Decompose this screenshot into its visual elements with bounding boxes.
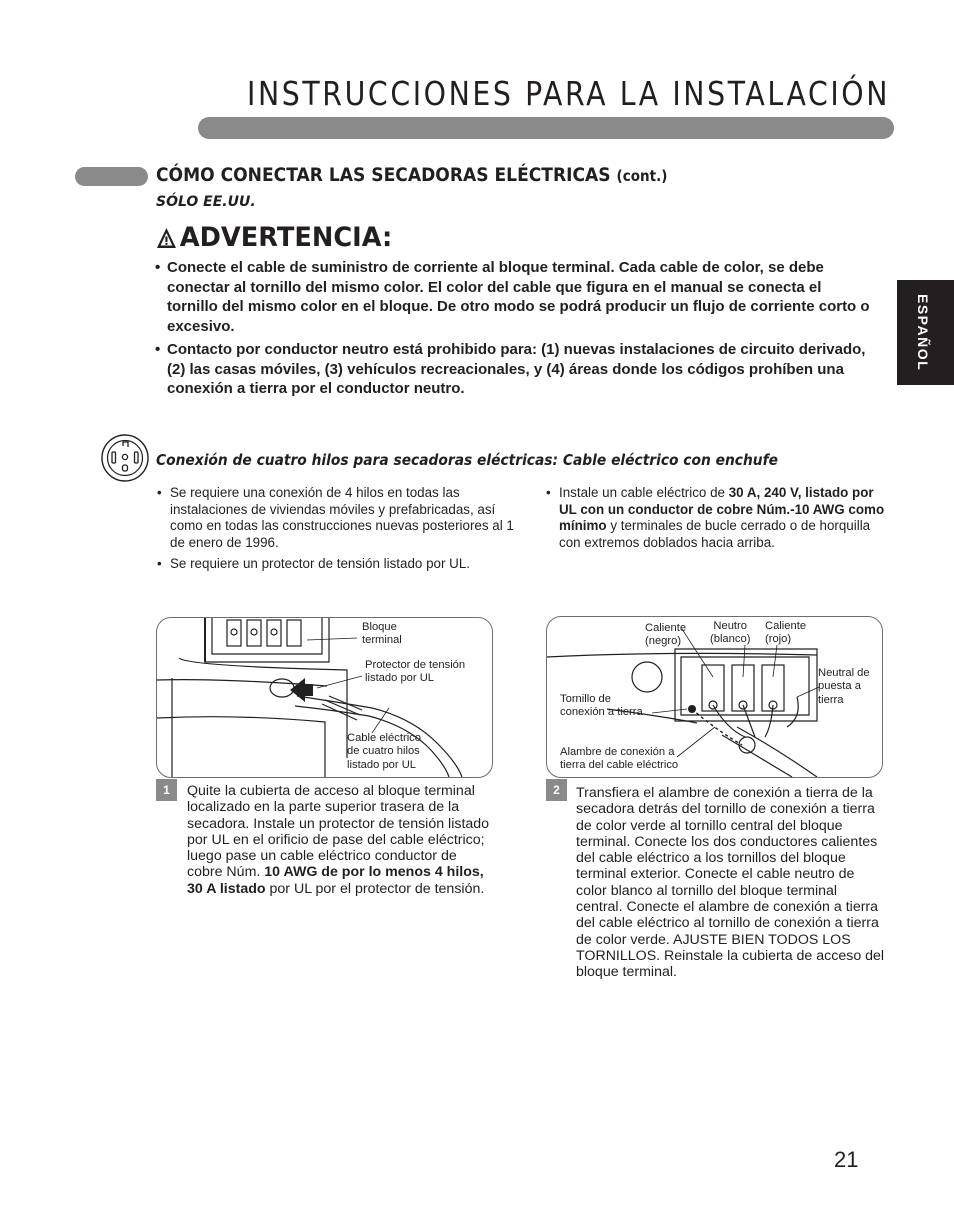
label-hot-red: Caliente (rojo) bbox=[765, 620, 807, 646]
step-1-text bbox=[187, 783, 492, 897]
warning-title-text: ADVERTENCIA: bbox=[179, 222, 393, 253]
warning-icon bbox=[156, 227, 177, 249]
figure-2-wiring bbox=[546, 616, 883, 778]
step-1-text-main: Quite la cubierta de acceso al bloque terminal localizado en la parte superior trasera de la secadora. Instale un protector de tensión listado por UL en el orificio de pase del cable eléctrico; luego pase un cable eléctrico conductor de cobre Núm. bbox=[187, 783, 490, 881]
requirement-item: • Se requiere una conexión de 4 hilos en todas las instalaciones de viviendas móviles y prefabricadas, así como en todas las construcciones nuevas posteriores al 1 de enero de 1996. bbox=[157, 485, 517, 551]
section-heading-text: CÓMO CONECTAR LAS SECADORAS ELÉCTRICAS bbox=[156, 164, 611, 186]
diagram-title-main: Conexión de cuatro hilos para secadoras eléctricas: bbox=[156, 451, 559, 469]
requirement-item: • Se requiere un protector de tensión listado por UL. bbox=[157, 556, 517, 573]
label-strain-relief: Protector de tensión listado por UL bbox=[365, 659, 466, 685]
step-2-text: Transfiera el alambre de conexión a tierra de la secadora detrás del tornillo de conexión a tierra de color verde al tornillo central del bloque terminal. Conecte los dos conductores calientes del cable eléctrico a los tornillos del bloque terminal exterior. Conecte el cable neutro de color blanco al tornillo del bloque terminal central. Conecte el alambre de conexión a tierra del cable eléctrico al tornillo de conexión a tierra de color verde. AJUSTE BIEN TODOS LOS TORNILLOS. Reinstale la cubierta de acceso del bloque terminal. bbox=[576, 785, 885, 981]
requirement-item bbox=[546, 485, 891, 551]
label-power-cord: Cable eléctrico de cuatro hilos listado por UL bbox=[347, 732, 421, 771]
label-neutral-ground: Neutral de puesta a tierra bbox=[818, 667, 870, 706]
label-hot-black: Caliente (negro) bbox=[645, 622, 687, 648]
warning-item: • Contacto por conductor neutro está prohibido para: (1) nuevas instalaciones de circuito derivado, (2) las casas móviles, (3) vehículos recreacionales, y (4) áreas donde los códigos prohíben una conexión a tierra por el conductor neutro. bbox=[155, 340, 875, 399]
step-1-text-end: por UL por el protector de tensión. bbox=[265, 880, 485, 897]
step-1-badge: 1 bbox=[156, 779, 177, 801]
label-neutral-white: Neutro (blanco) bbox=[710, 620, 751, 646]
figure-1-illustration bbox=[157, 618, 492, 777]
language-tab bbox=[897, 280, 954, 385]
section-heading-suffix: (cont.) bbox=[616, 167, 668, 185]
requirement-bold: 30 A, 240 V, listado por UL con un conductor de cobre Núm.-10 AWG como mínimo bbox=[559, 485, 885, 534]
page-title: INSTRUCCIONES PARA LA INSTALACIÓN bbox=[247, 74, 891, 113]
warning-title bbox=[156, 222, 392, 253]
label-ground-wire: Alambre de conexión a tierra del cable eléctrico bbox=[560, 746, 679, 772]
figure-1-strain-relief bbox=[156, 617, 493, 778]
language-tab-label: ESPAÑOL bbox=[915, 294, 931, 372]
requirement-text: y terminales de bucle cerrado o de horquilla con extremos doblados hacia arriba. bbox=[559, 518, 871, 550]
section-heading bbox=[156, 164, 667, 186]
requirements-left bbox=[157, 485, 517, 578]
warning-list bbox=[155, 258, 875, 403]
diagram-section-title bbox=[156, 451, 778, 469]
step-2-badge: 2 bbox=[546, 779, 567, 801]
section-pill bbox=[75, 167, 148, 186]
section-subheading: SÓLO EE.UU. bbox=[156, 194, 256, 210]
label-ground-screw: Tornillo de conexión a tierra bbox=[560, 693, 643, 719]
label-terminal-block: Bloque terminal bbox=[362, 621, 402, 647]
title-bar bbox=[198, 117, 894, 139]
step-1-text-bold: 10 AWG de por lo menos 4 hilos, 30 A listado bbox=[187, 864, 484, 897]
requirements-right bbox=[546, 485, 891, 556]
page-number: 21 bbox=[834, 1147, 859, 1172]
warning-item: • Conecte el cable de suministro de corriente al bloque terminal. Cada cable de color, se debe conectar al tornillo del mismo color. El color del cable que figura en el manual se conecta el tornillo del mismo color en el bloque. De otro modo se podrá producir un flujo de corriente corto o excesivo. bbox=[155, 258, 875, 336]
diagram-title-suffix: Cable eléctrico con enchufe bbox=[562, 451, 778, 469]
four-prong-plug-icon bbox=[100, 433, 150, 483]
requirement-text: Instale un cable eléctrico de bbox=[559, 485, 729, 500]
